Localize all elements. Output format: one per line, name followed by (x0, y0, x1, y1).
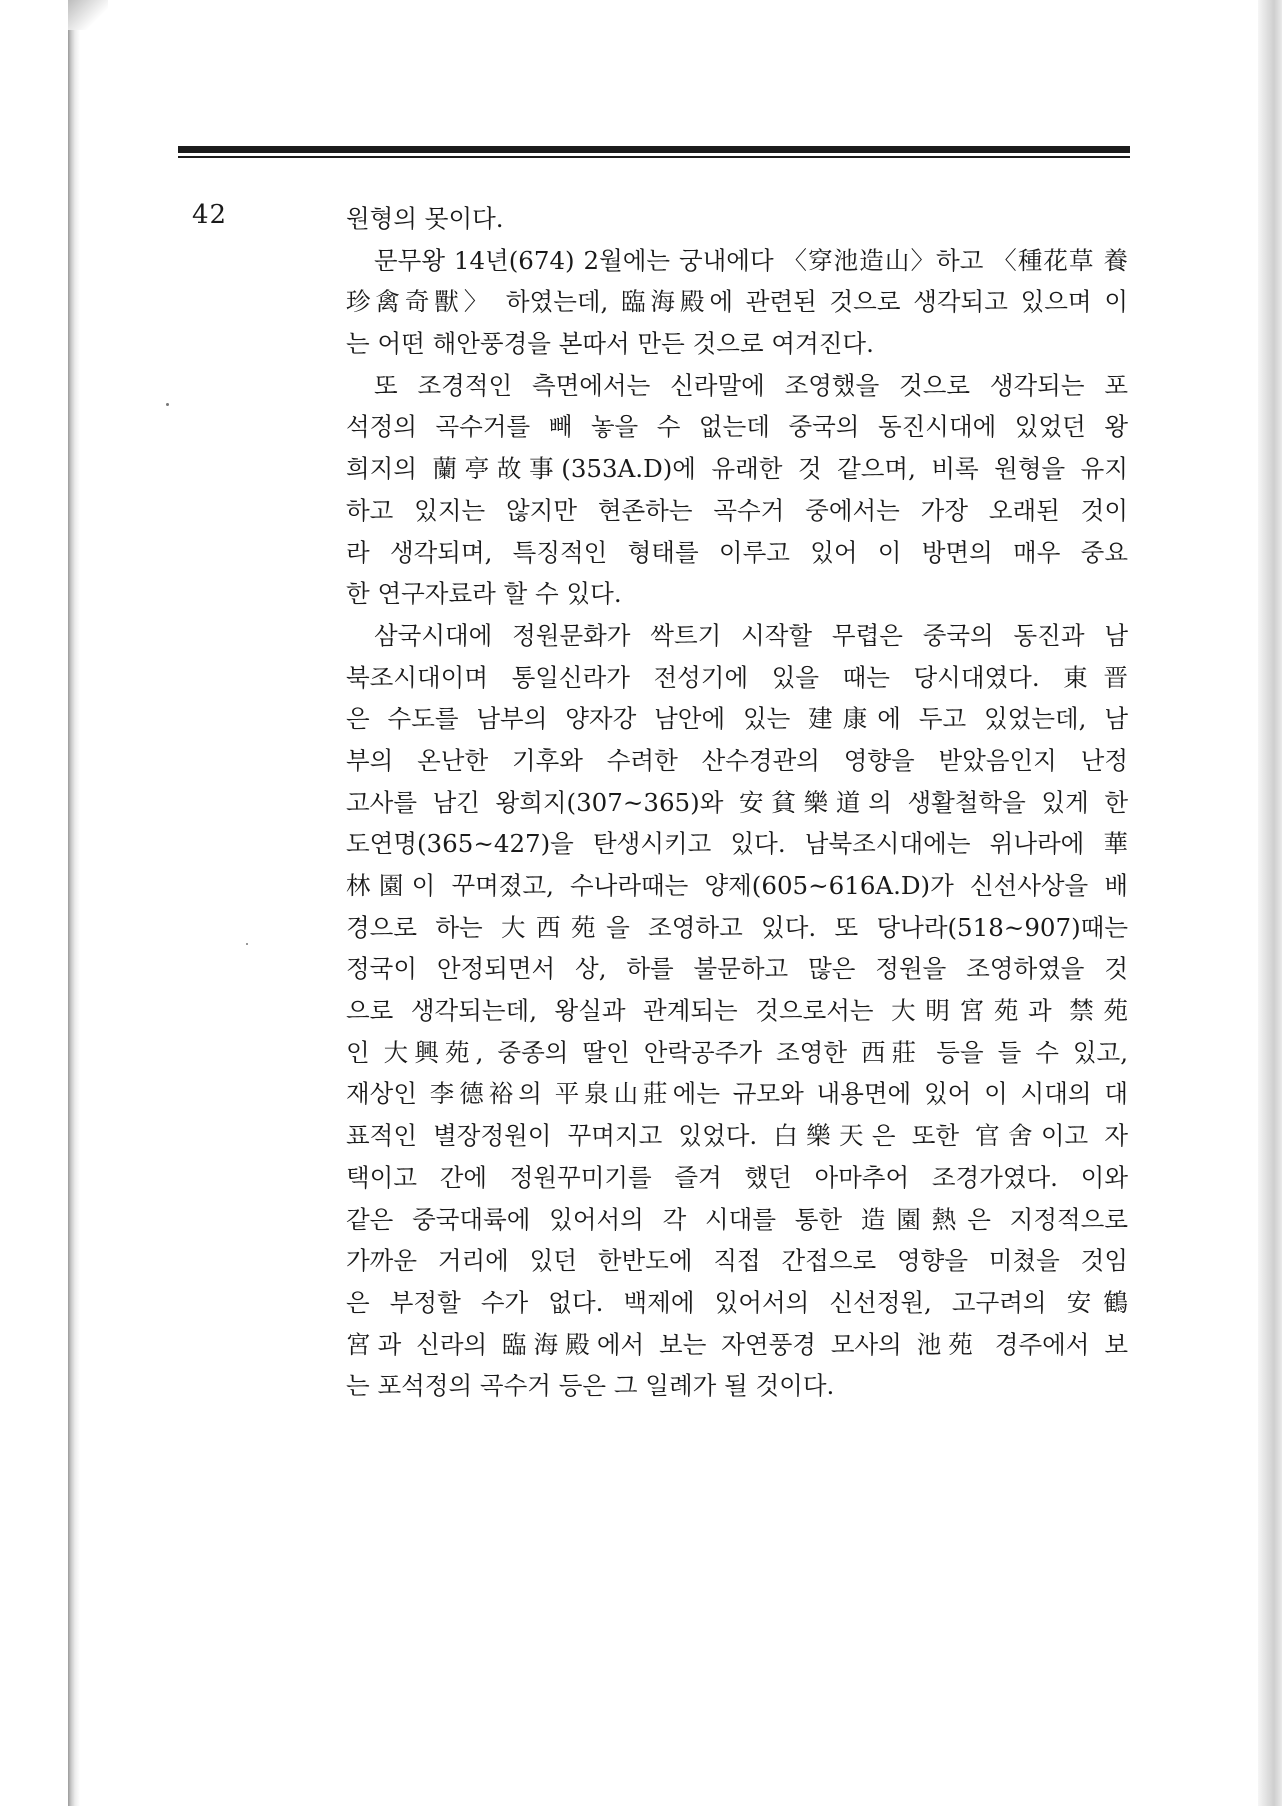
text-line-6: 석정의 곡수거를 빼 놓을 수 없는데 중국의 동진시대에 있었던 왕 (346, 412, 1128, 442)
page-right-edge-shadow (1258, 0, 1282, 1806)
text-line-24: 택이고 간에 정원꾸미기를 즐겨 했던 아마추어 조경가였다. 이와 (346, 1162, 1128, 1192)
page-number: 42 (192, 200, 228, 230)
text-line-7: 희지의 蘭亭故事(353A.D)에 유래한 것 같으며, 비록 원형을 유지 (346, 454, 1128, 484)
text-line-11: 삼국시대에 정원문화가 싹트기 시작할 무렵은 중국의 동진과 남 (374, 620, 1128, 650)
text-line-26: 가까운 거리에 있던 한반도에 직접 간접으로 영향을 미쳤을 것임 (346, 1246, 1128, 1276)
text-line-14: 부의 온난한 기후와 수려한 산수경관의 영향을 받았음인지 난정 (346, 745, 1128, 775)
text-line-27: 은 부정할 수가 없다. 백제에 있어서의 신선정원, 고구려의 安鶴 (346, 1287, 1128, 1317)
header-rule-thin (178, 156, 1130, 158)
text-line-16: 도연명(365~427)을 탄생시키고 있다. 남북조시대에는 위나라에 華 (346, 829, 1128, 859)
text-line-19: 정국이 안정되면서 상, 하를 불문하고 많은 정원을 조영하였을 것 (346, 954, 1128, 984)
text-line-5: 또 조경적인 측면에서는 신라말에 조영했을 것으로 생각되는 포 (374, 370, 1128, 400)
text-line-23: 표적인 별장정원이 꾸며지고 있었다. 白樂天은 또한 官舍이고 자 (346, 1121, 1128, 1151)
text-line-29: 는 포석정의 곡수거 등은 그 일례가 될 것이다. (346, 1371, 835, 1401)
text-line-12: 북조시대이며 통일신라가 전성기에 있을 때는 당시대였다. 東晋 (346, 662, 1128, 692)
text-line-20: 으로 생각되는데, 왕실과 관계되는 것으로서는 大明宮苑과 禁苑 (346, 996, 1128, 1026)
text-line-25: 같은 중국대륙에 있어서의 각 시대를 통한 造園熱은 지정적으로 (346, 1204, 1128, 1234)
text-line-21: 인 大興苑, 중종의 딸인 안락공주가 조영한 西莊 등을 들 수 있고, (346, 1037, 1128, 1067)
text-line-3: 珍禽奇獸〉 하였는데, 臨海殿에 관련된 것으로 생각되고 있으며 이 (346, 287, 1128, 317)
text-line-10: 한 연구자료라 할 수 있다. (346, 579, 622, 609)
text-line-28: 宮과 신라의 臨海殿에서 보는 자연풍경 모사의 池苑 경주에서 보 (346, 1329, 1128, 1359)
text-line-18: 경으로 하는 大西苑을 조영하고 있다. 또 당나라(518~907)때는 (346, 912, 1128, 942)
body-text (346, 198, 1128, 1407)
text-line-15: 고사를 남긴 왕희지(307~365)와 安貧樂道의 생활철학을 있게 한 (346, 787, 1128, 817)
text-line-17: 林園이 꾸며졌고, 수나라때는 양제(605~616A.D)가 신선사상을 배 (346, 871, 1128, 900)
text-line-8: 하고 있지는 않지만 현존하는 곡수거 중에서는 가장 오래된 것이 (346, 495, 1128, 525)
page-left-edge-shadow (68, 0, 80, 1806)
text-line-22: 재상인 李德裕의 平泉山莊에는 규모와 내용면에 있어 이 시대의 대 (346, 1079, 1128, 1109)
scan-speck (246, 943, 248, 945)
text-line-13: 은 수도를 남부의 양자강 남안에 있는 建康에 두고 있었는데, 남 (346, 704, 1128, 734)
text-line-4: 는 어떤 해안풍경을 본따서 만든 것으로 여겨진다. (346, 329, 874, 359)
text-line-1: 원형의 못이다. (346, 204, 504, 233)
header-rule (178, 146, 1130, 153)
text-line-9: 라 생각되며, 특징적인 형태를 이루고 있어 이 방면의 매우 중요 (346, 537, 1128, 567)
scan-speck (166, 403, 169, 406)
page-corner-fold (68, 0, 108, 30)
text-line-2: 문무왕 14년(674) 2월에는 궁내에다 〈穿池造山〉하고 〈種花草 養 (374, 245, 1128, 275)
